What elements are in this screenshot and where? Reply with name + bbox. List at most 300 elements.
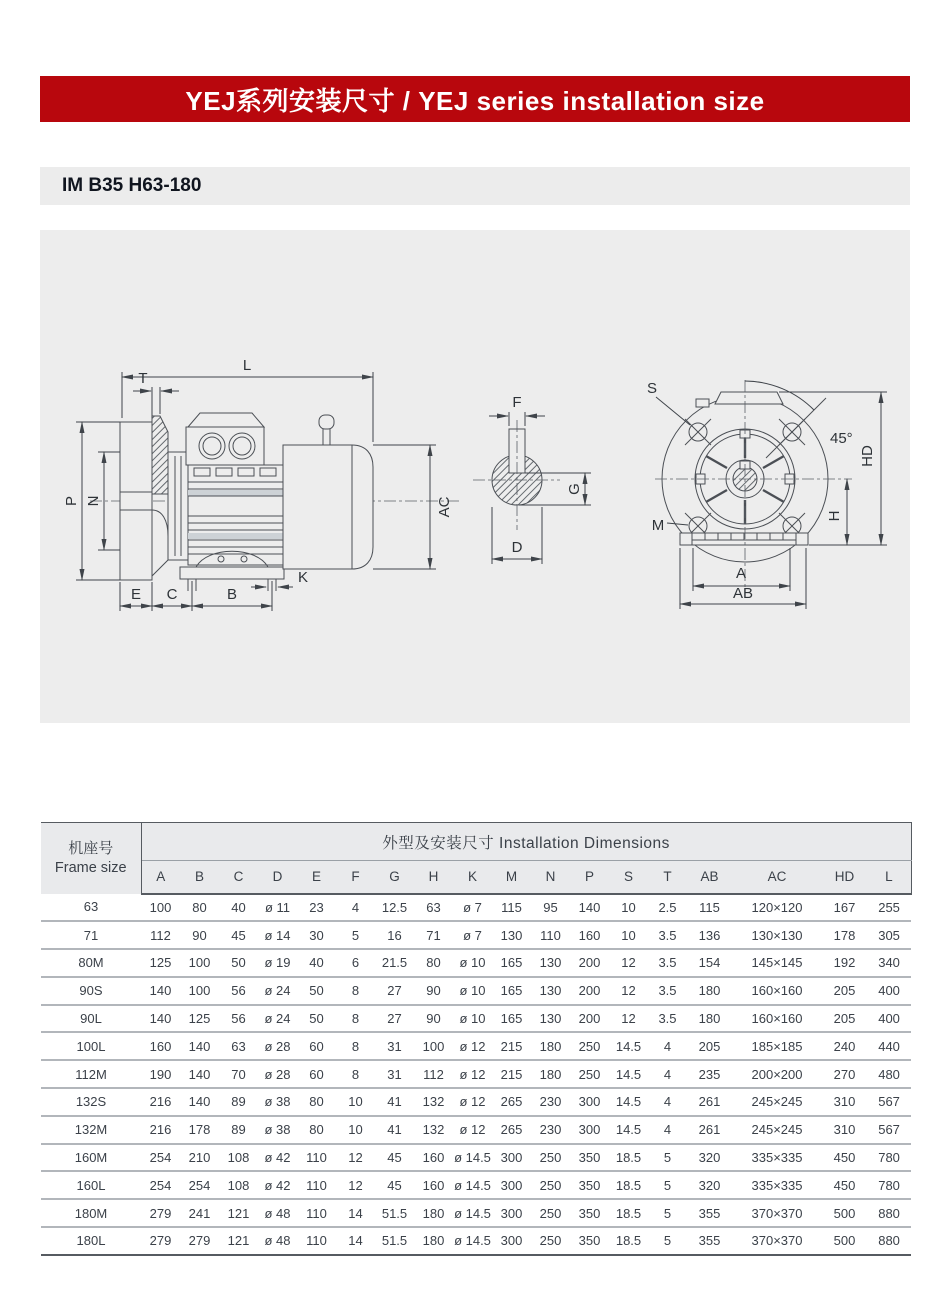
- value-cell: 235: [687, 1060, 732, 1088]
- frame-cell: 90S: [41, 977, 141, 1005]
- value-cell: 90: [414, 1005, 453, 1033]
- value-cell: 120×120: [732, 894, 822, 922]
- frame-cell: 80M: [41, 949, 141, 977]
- value-cell: ø 24: [258, 1005, 297, 1033]
- flange-hub-hatch: [152, 416, 168, 494]
- value-cell: 125: [141, 949, 180, 977]
- value-cell: 145×145: [732, 949, 822, 977]
- value-cell: 71: [414, 921, 453, 949]
- value-cell: 190: [141, 1060, 180, 1088]
- value-cell: 121: [219, 1199, 258, 1227]
- value-cell: ø 12: [453, 1060, 492, 1088]
- value-cell: 40: [219, 894, 258, 922]
- value-cell: 205: [822, 1005, 867, 1033]
- value-cell: 300: [492, 1199, 531, 1227]
- dim-label-A: A: [735, 565, 747, 582]
- frame-size-header-en: Frame size: [54, 859, 127, 876]
- value-cell: 261: [687, 1088, 732, 1116]
- frame-cell: 132S: [41, 1088, 141, 1116]
- value-cell: 180: [531, 1060, 570, 1088]
- value-cell: 70: [219, 1060, 258, 1088]
- value-cell: 100: [141, 894, 180, 922]
- table-row: [41, 1199, 911, 1227]
- dim-label-L: L: [242, 357, 252, 374]
- value-cell: 880: [867, 1227, 911, 1255]
- value-cell: 300: [570, 1088, 609, 1116]
- value-cell: 6: [336, 949, 375, 977]
- value-cell: 16: [375, 921, 414, 949]
- value-cell: 279: [141, 1227, 180, 1255]
- fan-cowl: [283, 445, 373, 569]
- value-cell: 180: [687, 977, 732, 1005]
- value-cell: 160: [414, 1144, 453, 1172]
- dim-label-T: T: [138, 370, 148, 387]
- value-cell: 80: [297, 1088, 336, 1116]
- dim-label-P: P: [63, 495, 80, 507]
- shaft-section-view: [473, 394, 591, 564]
- value-cell: ø 42: [258, 1171, 297, 1199]
- dim-label-S: S: [646, 380, 658, 397]
- column-header-n: N: [531, 861, 570, 894]
- value-cell: 250: [531, 1144, 570, 1172]
- dim-label-D: D: [511, 539, 523, 556]
- value-cell: 2.5: [648, 894, 687, 922]
- value-cell: 89: [219, 1116, 258, 1144]
- value-cell: 210: [180, 1144, 219, 1172]
- value-cell: 45: [219, 921, 258, 949]
- value-cell: 115: [687, 894, 732, 922]
- bearing-bracket: [168, 452, 188, 560]
- frame-cell: 180L: [41, 1227, 141, 1255]
- value-cell: 90: [414, 977, 453, 1005]
- value-cell: 45: [375, 1144, 414, 1172]
- value-cell: 108: [219, 1144, 258, 1172]
- value-cell: ø 28: [258, 1060, 297, 1088]
- value-cell: 12: [609, 949, 648, 977]
- column-header-ab: AB: [687, 861, 732, 894]
- value-cell: 31: [375, 1060, 414, 1088]
- value-cell: 180: [687, 1005, 732, 1033]
- value-cell: 185×185: [732, 1032, 822, 1060]
- column-header-a: A: [141, 861, 180, 894]
- value-cell: 4: [336, 894, 375, 922]
- value-cell: 305: [867, 921, 911, 949]
- frame-cell: 63: [41, 894, 141, 922]
- value-cell: 154: [687, 949, 732, 977]
- dim-label-AB: AB: [732, 585, 754, 602]
- value-cell: 450: [822, 1144, 867, 1172]
- value-cell: 265: [492, 1116, 531, 1144]
- value-cell: 23: [297, 894, 336, 922]
- value-cell: 4: [648, 1116, 687, 1144]
- column-header-g: G: [375, 861, 414, 894]
- table-row: [41, 1227, 911, 1255]
- value-cell: ø 10: [453, 1005, 492, 1033]
- value-cell: 230: [531, 1088, 570, 1116]
- value-cell: 100: [414, 1032, 453, 1060]
- column-header-ac: AC: [732, 861, 822, 894]
- value-cell: 12: [609, 977, 648, 1005]
- front-view: [647, 380, 887, 609]
- column-header-f: F: [336, 861, 375, 894]
- value-cell: 245×245: [732, 1116, 822, 1144]
- dim-label-M: M: [651, 517, 665, 534]
- value-cell: 165: [492, 1005, 531, 1033]
- value-cell: 160: [414, 1171, 453, 1199]
- flange-bolt-holes: [685, 398, 826, 539]
- value-cell: 31: [375, 1032, 414, 1060]
- value-cell: 780: [867, 1144, 911, 1172]
- value-cell: ø 38: [258, 1088, 297, 1116]
- column-header-p: P: [570, 861, 609, 894]
- value-cell: 27: [375, 977, 414, 1005]
- value-cell: 250: [570, 1032, 609, 1060]
- technical-drawing-panel: [40, 230, 910, 723]
- value-cell: 4: [648, 1032, 687, 1060]
- value-cell: 335×335: [732, 1144, 822, 1172]
- value-cell: 5: [648, 1199, 687, 1227]
- value-cell: 300: [492, 1227, 531, 1255]
- value-cell: 14.5: [609, 1116, 648, 1144]
- value-cell: 132: [414, 1116, 453, 1144]
- value-cell: ø 12: [453, 1032, 492, 1060]
- dim-label-H: H: [826, 510, 843, 522]
- value-cell: 63: [219, 1032, 258, 1060]
- value-cell: 130: [531, 949, 570, 977]
- value-cell: 310: [822, 1116, 867, 1144]
- value-cell: 56: [219, 1005, 258, 1033]
- value-cell: 5: [648, 1227, 687, 1255]
- value-cell: 121: [219, 1227, 258, 1255]
- value-cell: 240: [822, 1032, 867, 1060]
- value-cell: ø 48: [258, 1227, 297, 1255]
- value-cell: 125: [180, 1005, 219, 1033]
- column-header-d: D: [258, 861, 297, 894]
- group-header: 外型及安装尺寸 Installation Dimensions: [141, 823, 911, 861]
- value-cell: 12: [336, 1171, 375, 1199]
- value-cell: 80: [414, 949, 453, 977]
- value-cell: 50: [219, 949, 258, 977]
- dim-label-45deg: 45°: [830, 430, 853, 447]
- value-cell: 440: [867, 1032, 911, 1060]
- column-header-hd: HD: [822, 861, 867, 894]
- value-cell: 180: [414, 1227, 453, 1255]
- value-cell: 140: [180, 1060, 219, 1088]
- value-cell: 63: [414, 894, 453, 922]
- value-cell: 3.5: [648, 921, 687, 949]
- value-cell: 110: [531, 921, 570, 949]
- value-cell: 160×160: [732, 977, 822, 1005]
- value-cell: ø 14.5: [453, 1144, 492, 1172]
- value-cell: 160×160: [732, 1005, 822, 1033]
- value-cell: 45: [375, 1171, 414, 1199]
- value-cell: 215: [492, 1032, 531, 1060]
- table-row: [41, 1060, 911, 1088]
- dim-label-C: C: [166, 586, 178, 603]
- motor-body: [188, 465, 283, 565]
- value-cell: 340: [867, 949, 911, 977]
- value-cell: 261: [687, 1116, 732, 1144]
- flange-hub-lower: [152, 510, 168, 576]
- value-cell: 140: [141, 977, 180, 1005]
- value-cell: 567: [867, 1116, 911, 1144]
- value-cell: 205: [687, 1032, 732, 1060]
- value-cell: 95: [531, 894, 570, 922]
- value-cell: 140: [141, 1005, 180, 1033]
- value-cell: 250: [531, 1199, 570, 1227]
- value-cell: 100: [180, 949, 219, 977]
- top-terminal-box: [715, 392, 783, 404]
- value-cell: 3.5: [648, 977, 687, 1005]
- dim-label-E: E: [130, 586, 142, 603]
- frame-cell: 132M: [41, 1116, 141, 1144]
- value-cell: 255: [867, 894, 911, 922]
- value-cell: 21.5: [375, 949, 414, 977]
- value-cell: 160: [141, 1032, 180, 1060]
- value-cell: 8: [336, 1060, 375, 1088]
- value-cell: 140: [180, 1088, 219, 1116]
- table-row: [41, 894, 911, 922]
- value-cell: 130: [492, 921, 531, 949]
- value-cell: ø 24: [258, 977, 297, 1005]
- value-cell: 5: [648, 1144, 687, 1172]
- value-cell: 8: [336, 977, 375, 1005]
- page-title-banner: [40, 76, 910, 122]
- frame-size-header-cn: 机座号: [68, 840, 114, 858]
- value-cell: 27: [375, 1005, 414, 1033]
- dim-label-K: K: [298, 569, 309, 586]
- value-cell: 780: [867, 1171, 911, 1199]
- value-cell: 51.5: [375, 1199, 414, 1227]
- value-cell: ø 14.5: [453, 1227, 492, 1255]
- frame-cell: 71: [41, 921, 141, 949]
- drawing-svg: [40, 230, 910, 723]
- dim-label-G: G: [566, 483, 583, 495]
- value-cell: 279: [180, 1227, 219, 1255]
- value-cell: 12: [609, 1005, 648, 1033]
- value-cell: 140: [180, 1032, 219, 1060]
- subheader-bar: [40, 167, 910, 205]
- value-cell: 254: [141, 1171, 180, 1199]
- table-row: [41, 1116, 911, 1144]
- value-cell: 10: [336, 1088, 375, 1116]
- value-cell: 112: [141, 921, 180, 949]
- subheader-label: IM B35 H63-180: [62, 175, 202, 196]
- value-cell: ø 12: [453, 1116, 492, 1144]
- value-cell: 60: [297, 1060, 336, 1088]
- frame-cell: 160M: [41, 1144, 141, 1172]
- value-cell: 18.5: [609, 1227, 648, 1255]
- dim-label-AC: AC: [436, 496, 453, 518]
- value-cell: 370×370: [732, 1227, 822, 1255]
- value-cell: 250: [570, 1060, 609, 1088]
- table-row: [41, 1005, 911, 1033]
- value-cell: 300: [492, 1144, 531, 1172]
- value-cell: 3.5: [648, 1005, 687, 1033]
- value-cell: 180: [531, 1032, 570, 1060]
- table-row: [41, 949, 911, 977]
- value-cell: 250: [531, 1227, 570, 1255]
- value-cell: 320: [687, 1144, 732, 1172]
- value-cell: ø 10: [453, 949, 492, 977]
- value-cell: 10: [609, 894, 648, 922]
- value-cell: 89: [219, 1088, 258, 1116]
- value-cell: 30: [297, 921, 336, 949]
- base-plate: [680, 533, 808, 545]
- value-cell: 56: [219, 977, 258, 1005]
- value-cell: ø 42: [258, 1144, 297, 1172]
- value-cell: 350: [570, 1227, 609, 1255]
- value-cell: 230: [531, 1116, 570, 1144]
- value-cell: 200: [570, 949, 609, 977]
- table-row: [41, 921, 911, 949]
- eye-bolt: [323, 428, 330, 445]
- value-cell: 136: [687, 921, 732, 949]
- value-cell: 80: [297, 1116, 336, 1144]
- value-cell: 192: [822, 949, 867, 977]
- value-cell: 108: [219, 1171, 258, 1199]
- value-cell: 355: [687, 1199, 732, 1227]
- value-cell: 50: [297, 977, 336, 1005]
- dim-label-B: B: [226, 586, 238, 603]
- value-cell: 18.5: [609, 1144, 648, 1172]
- value-cell: 350: [570, 1199, 609, 1227]
- value-cell: 41: [375, 1116, 414, 1144]
- shaft: [120, 492, 152, 510]
- dimensions-table: [41, 822, 912, 1256]
- table-row: [41, 1088, 911, 1116]
- value-cell: ø 11: [258, 894, 297, 922]
- value-cell: 140: [570, 894, 609, 922]
- value-cell: ø 7: [453, 894, 492, 922]
- value-cell: 180: [414, 1199, 453, 1227]
- page-title: YEJ系列安装尺寸 / YEJ series installation size: [185, 85, 765, 116]
- value-cell: 241: [180, 1199, 219, 1227]
- value-cell: 165: [492, 977, 531, 1005]
- value-cell: 14: [336, 1227, 375, 1255]
- column-header-t: T: [648, 861, 687, 894]
- value-cell: 8: [336, 1032, 375, 1060]
- value-cell: 216: [141, 1116, 180, 1144]
- side-view: [63, 357, 460, 611]
- column-header-l: L: [867, 861, 911, 894]
- value-cell: 10: [609, 921, 648, 949]
- value-cell: 200: [570, 1005, 609, 1033]
- value-cell: 14.5: [609, 1060, 648, 1088]
- frame-cell: 160L: [41, 1171, 141, 1199]
- value-cell: 500: [822, 1227, 867, 1255]
- dim-label-N: N: [85, 495, 102, 507]
- table-row: [41, 1032, 911, 1060]
- frame-cell: 180M: [41, 1199, 141, 1227]
- dim-label-F: F: [512, 394, 522, 411]
- value-cell: 200: [570, 977, 609, 1005]
- dim-label-HD: HD: [859, 445, 876, 467]
- value-cell: 4: [648, 1088, 687, 1116]
- value-cell: ø 14: [258, 921, 297, 949]
- column-header-s: S: [609, 861, 648, 894]
- value-cell: 265: [492, 1088, 531, 1116]
- terminal-box-cap: [188, 413, 264, 427]
- value-cell: 50: [297, 1005, 336, 1033]
- value-cell: 320: [687, 1171, 732, 1199]
- value-cell: 110: [297, 1199, 336, 1227]
- value-cell: ø 38: [258, 1116, 297, 1144]
- value-cell: ø 7: [453, 921, 492, 949]
- value-cell: 215: [492, 1060, 531, 1088]
- value-cell: 254: [180, 1171, 219, 1199]
- column-header-k: K: [453, 861, 492, 894]
- value-cell: 41: [375, 1088, 414, 1116]
- value-cell: 130: [531, 977, 570, 1005]
- value-cell: 12.5: [375, 894, 414, 922]
- value-cell: 350: [570, 1144, 609, 1172]
- column-header-e: E: [297, 861, 336, 894]
- value-cell: 18.5: [609, 1199, 648, 1227]
- value-cell: 270: [822, 1060, 867, 1088]
- value-cell: 335×335: [732, 1171, 822, 1199]
- value-cell: 567: [867, 1088, 911, 1116]
- column-headers-row: [41, 861, 911, 894]
- value-cell: 10: [336, 1116, 375, 1144]
- value-cell: 245×245: [732, 1088, 822, 1116]
- value-cell: 178: [180, 1116, 219, 1144]
- value-cell: 130×130: [732, 921, 822, 949]
- value-cell: 165: [492, 949, 531, 977]
- value-cell: 8: [336, 1005, 375, 1033]
- value-cell: 250: [531, 1171, 570, 1199]
- value-cell: ø 10: [453, 977, 492, 1005]
- value-cell: ø 14.5: [453, 1199, 492, 1227]
- value-cell: 200×200: [732, 1060, 822, 1088]
- column-header-b: B: [180, 861, 219, 894]
- value-cell: 40: [297, 949, 336, 977]
- value-cell: 100: [180, 977, 219, 1005]
- value-cell: 160: [570, 921, 609, 949]
- value-cell: 80: [180, 894, 219, 922]
- value-cell: 279: [141, 1199, 180, 1227]
- value-cell: 4: [648, 1060, 687, 1088]
- value-cell: 254: [141, 1144, 180, 1172]
- value-cell: 60: [297, 1032, 336, 1060]
- value-cell: 167: [822, 894, 867, 922]
- value-cell: 51.5: [375, 1227, 414, 1255]
- frame-cell: 100L: [41, 1032, 141, 1060]
- value-cell: ø 19: [258, 949, 297, 977]
- value-cell: ø 28: [258, 1032, 297, 1060]
- value-cell: 310: [822, 1088, 867, 1116]
- value-cell: 14.5: [609, 1032, 648, 1060]
- value-cell: 110: [297, 1171, 336, 1199]
- value-cell: 5: [336, 921, 375, 949]
- value-cell: 110: [297, 1227, 336, 1255]
- value-cell: 132: [414, 1088, 453, 1116]
- value-cell: 370×370: [732, 1199, 822, 1227]
- value-cell: 450: [822, 1171, 867, 1199]
- value-cell: ø 48: [258, 1199, 297, 1227]
- value-cell: 500: [822, 1199, 867, 1227]
- table-row: [41, 1144, 911, 1172]
- value-cell: 110: [297, 1144, 336, 1172]
- value-cell: 5: [648, 1171, 687, 1199]
- value-cell: 400: [867, 1005, 911, 1033]
- value-cell: 880: [867, 1199, 911, 1227]
- value-cell: 300: [492, 1171, 531, 1199]
- value-cell: 12: [336, 1144, 375, 1172]
- value-cell: 3.5: [648, 949, 687, 977]
- column-header-c: C: [219, 861, 258, 894]
- frame-cell: 112M: [41, 1060, 141, 1088]
